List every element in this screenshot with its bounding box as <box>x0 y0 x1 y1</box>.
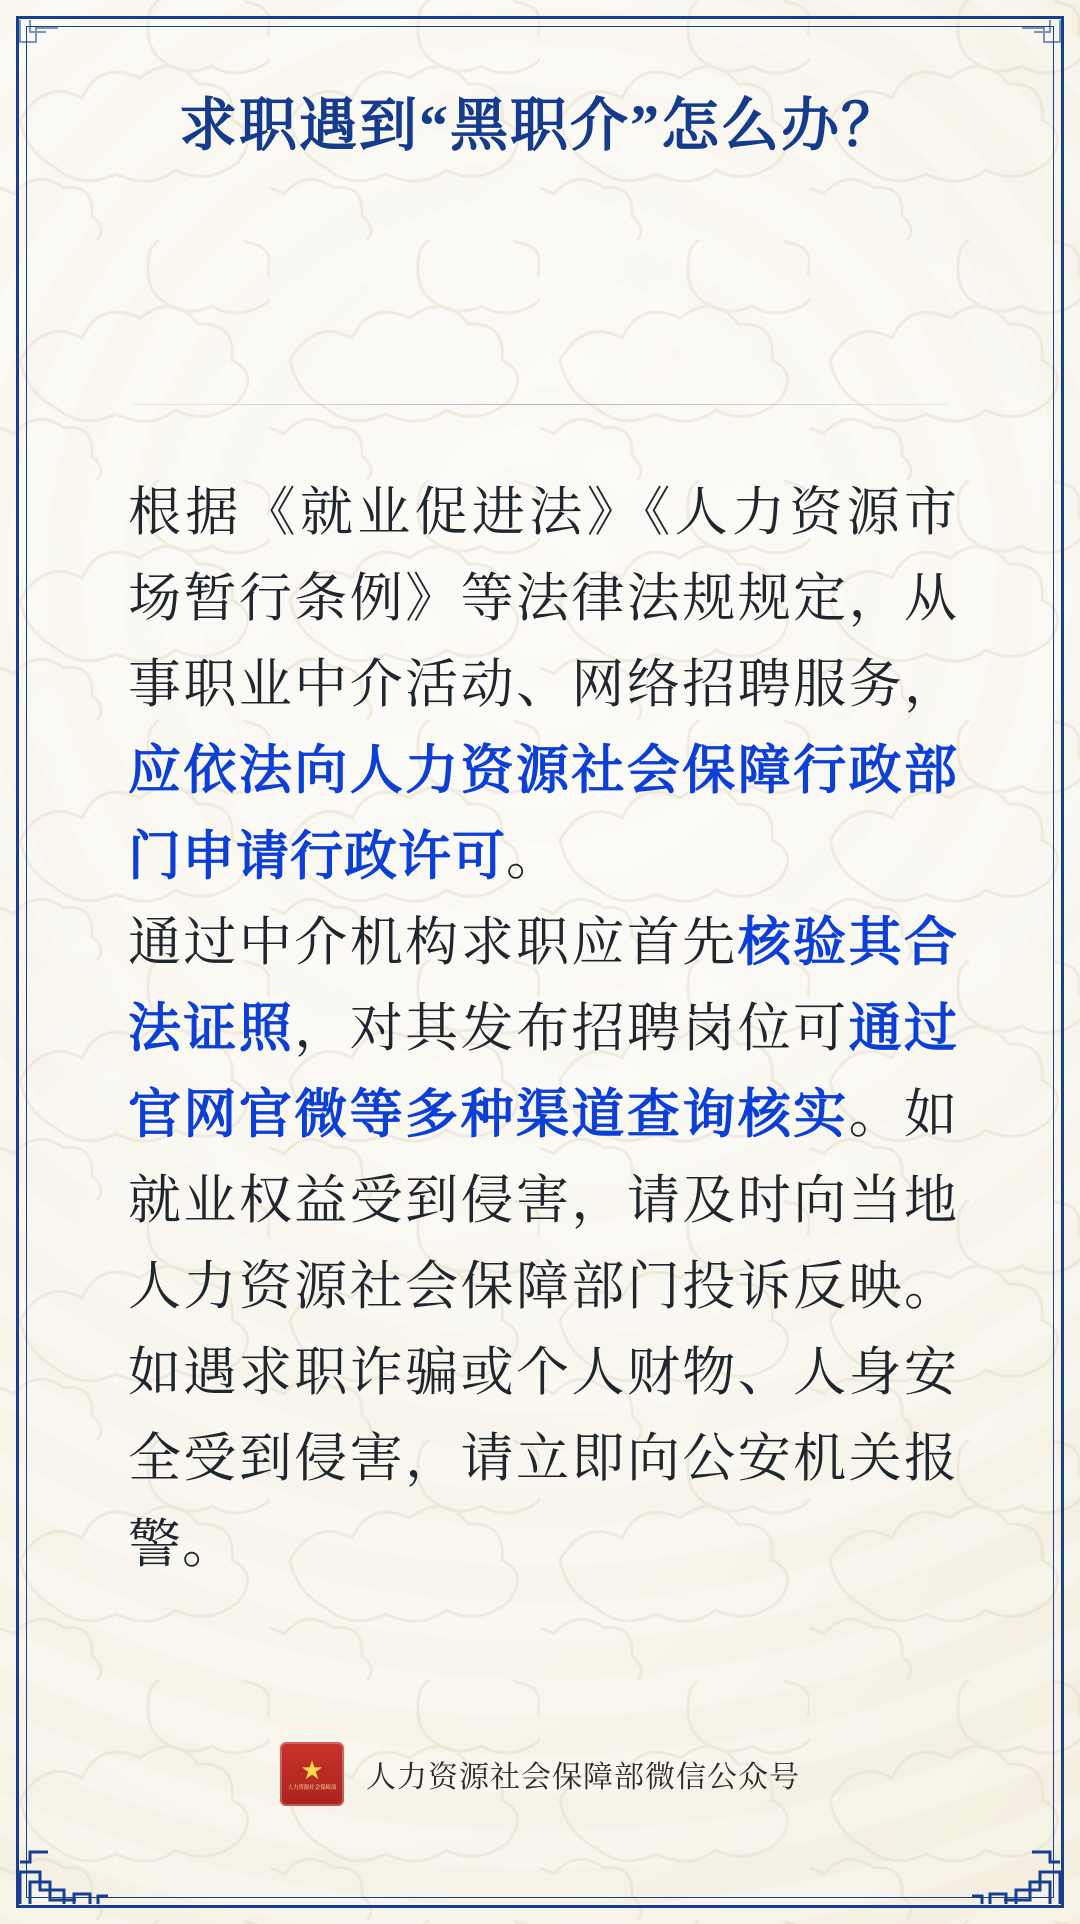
corner-ornament-icon <box>970 18 1062 86</box>
footer <box>0 1742 1080 1806</box>
corner-ornament-icon <box>18 1838 110 1906</box>
text-run-highlight: 通过官网官微等多种渠道查询核实 <box>128 1000 959 1144</box>
text-run-highlight: 核验其合法证照 <box>128 914 959 1058</box>
national-emblem-icon <box>280 1742 344 1806</box>
text-run-highlight: 应依法向人力资源社会保障行政部门申请行政许可 <box>128 742 958 886</box>
page-title: 求职遇到“黑职介”怎么办？ <box>178 93 901 158</box>
title-divider <box>132 404 948 405</box>
text-run: 通过中介机构求职应首先 <box>128 914 738 972</box>
footer-label: 人力资源社会保障部微信公众号 <box>366 1761 800 1794</box>
text-run: ，对其发布招聘岗位可 <box>294 1000 849 1058</box>
emblem-star-glyph: ★ <box>300 1756 324 1785</box>
body-text <box>128 470 958 1588</box>
corner-ornament-icon <box>970 1838 1062 1906</box>
text-run: 。如就业权益受到侵害，请及时向当地人力资源社会保障部门投诉反映。如遇求职诈骗或个人财物、人身安全受到侵害，请立即向公安机关报警。 <box>128 1086 959 1574</box>
text-run: 根据《就业促进法》《人力资源市场暂行条例》等法律法规规定，从事职业中介活动、网络招聘服务， <box>128 484 958 714</box>
emblem-caption: 人力资源社会保障部 <box>287 1785 337 1791</box>
paragraph-1 <box>128 470 958 900</box>
text-run: 。 <box>506 828 560 886</box>
paragraph-2 <box>128 900 958 1588</box>
corner-ornament-icon <box>18 18 110 86</box>
